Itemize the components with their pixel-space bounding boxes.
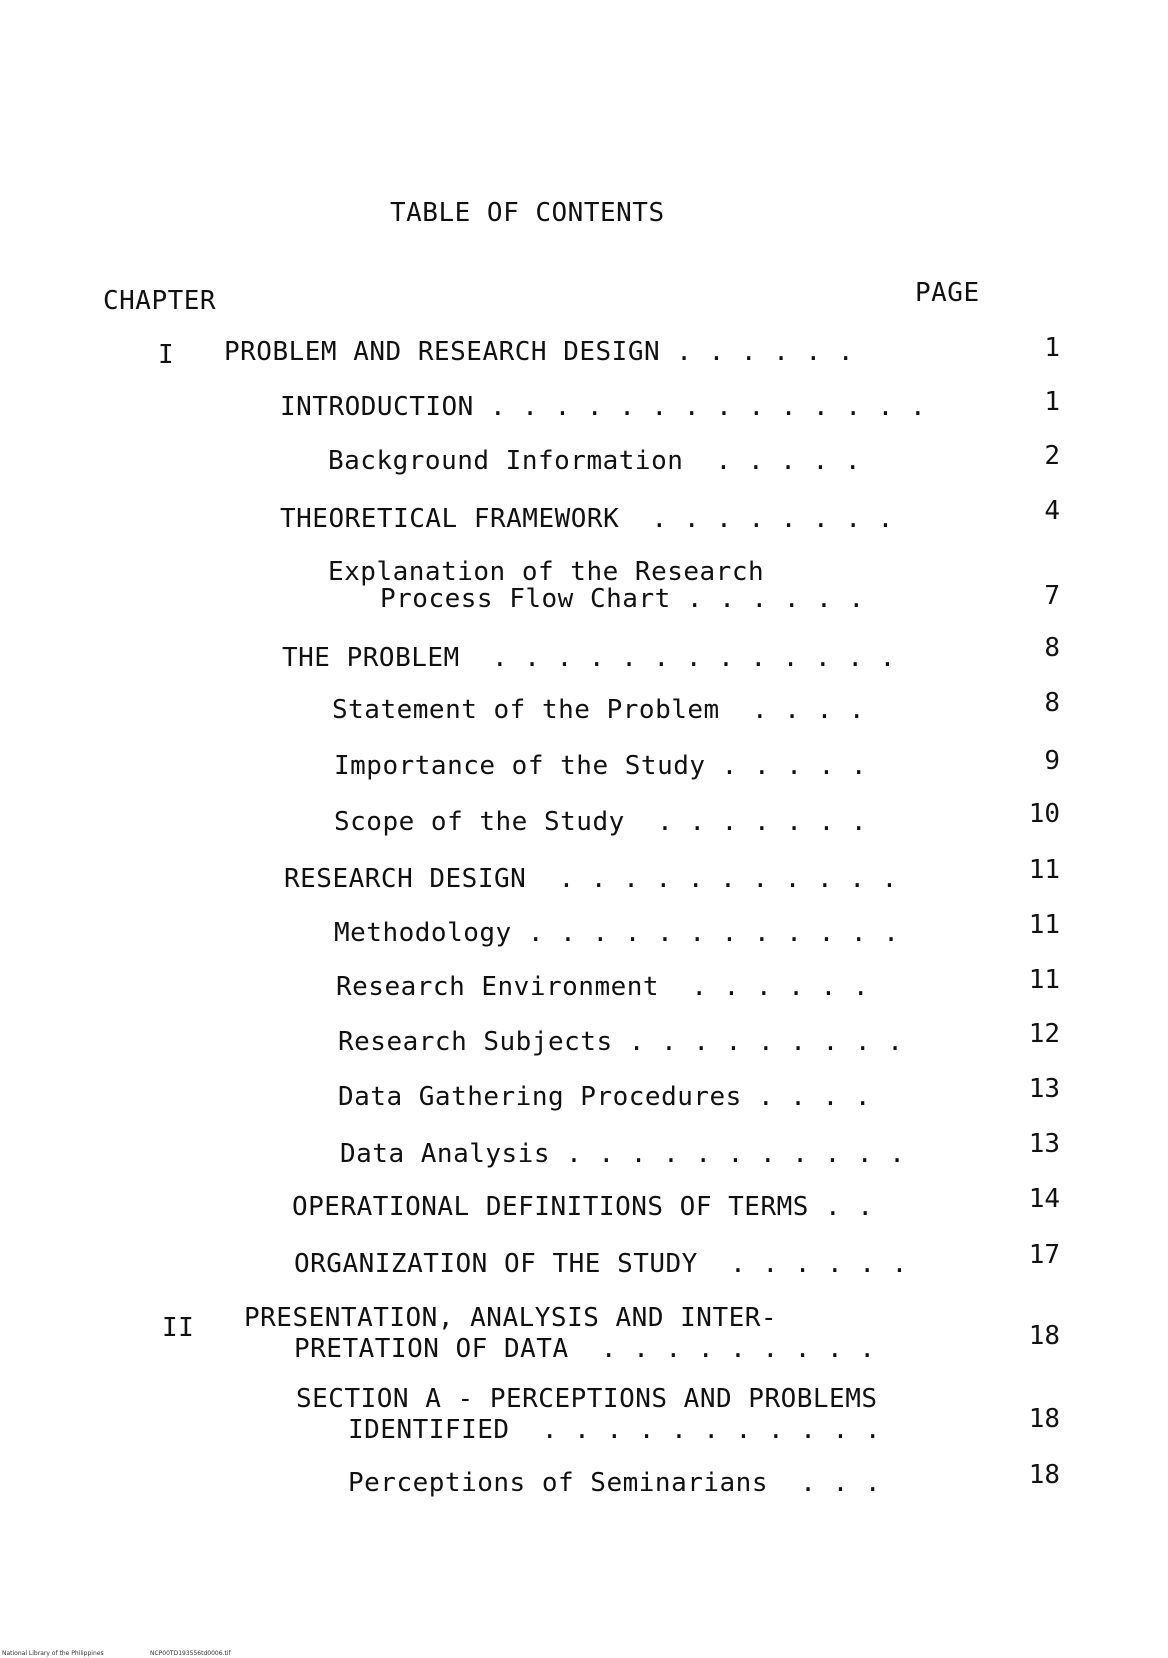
toc-page-number: 8 [1044, 633, 1060, 663]
page-header: PAGE [915, 278, 980, 308]
chapter-header: CHAPTER [103, 286, 217, 316]
toc-page-number: 8 [1044, 688, 1060, 718]
toc-page-number: 14 [1028, 1184, 1060, 1214]
toc-page-number: 18 [1028, 1460, 1060, 1490]
toc-page-number: 10 [1028, 799, 1060, 829]
toc-entry: INTRODUCTION . . . . . . . . . . . . . . [280, 392, 927, 422]
toc-entry: Data Gathering Procedures . . . . [338, 1082, 872, 1112]
toc-page-number: 11 [1028, 965, 1060, 995]
page-title: TABLE OF CONTENTS [390, 198, 665, 228]
toc-page-number: 13 [1028, 1074, 1060, 1104]
toc-entry: OPERATIONAL DEFINITIONS OF TERMS . . [292, 1192, 874, 1222]
footer-library-text: National Library of the Philippines [2, 1650, 104, 1657]
toc-entry-continued: IDENTIFIED . . . . . . . . . . . [348, 1415, 882, 1445]
toc-entry: Background Information . . . . . [328, 446, 862, 476]
toc-page-number: 4 [1044, 496, 1060, 526]
toc-entry: Research Subjects . . . . . . . . . [338, 1027, 904, 1057]
toc-entry-continued: Process Flow Chart . . . . . . [380, 584, 865, 614]
toc-entry: Scope of the Study . . . . . . . [334, 807, 868, 837]
toc-entry: Perceptions of Seminarians . . . [348, 1468, 882, 1498]
toc-entry: THEORETICAL FRAMEWORK . . . . . . . . [280, 504, 894, 534]
toc-page-number: 18 [1028, 1321, 1060, 1351]
toc-page-number: 1 [1044, 387, 1060, 417]
toc-entry-continued: PRETATION OF DATA . . . . . . . . . [294, 1334, 876, 1364]
toc-page-number: 17 [1028, 1240, 1060, 1270]
toc-page-number: 1 [1044, 333, 1060, 363]
toc-entry: Statement of the Problem . . . . [332, 695, 866, 725]
toc-entry: Research Environment . . . . . . [336, 972, 870, 1002]
toc-page-number: 11 [1028, 855, 1060, 885]
toc-entry: Data Analysis . . . . . . . . . . . [340, 1139, 906, 1169]
toc-entry: PROBLEM AND RESEARCH DESIGN . . . . . . [224, 337, 854, 367]
toc-entry: Methodology . . . . . . . . . . . . [334, 918, 900, 948]
toc-page-number: 2 [1044, 441, 1060, 471]
toc-entry: ORGANIZATION OF THE STUDY . . . . . . [294, 1249, 908, 1279]
chapter-number: I [158, 340, 175, 370]
toc-entry: PRESENTATION, ANALYSIS AND INTER- [244, 1303, 778, 1333]
toc-page-number: 13 [1028, 1129, 1060, 1159]
toc-page-number: 9 [1044, 746, 1060, 776]
toc-page-number: 12 [1028, 1019, 1060, 1049]
toc-page-number: 11 [1028, 910, 1060, 940]
toc-entry: THE PROBLEM . . . . . . . . . . . . . [282, 643, 896, 673]
toc-page-number: 7 [1044, 581, 1060, 611]
chapter-number: II [162, 1313, 195, 1343]
toc-entry: RESEARCH DESIGN . . . . . . . . . . . [284, 864, 898, 894]
toc-entry: Explanation of the Research [328, 557, 765, 587]
toc-entry: Importance of the Study . . . . . [334, 751, 868, 781]
toc-page-number: 18 [1028, 1404, 1060, 1434]
footer-file-id: NCP00TD193556td0006.tif [150, 1650, 231, 1657]
toc-entry: SECTION A - PERCEPTIONS AND PROBLEMS [296, 1384, 878, 1414]
